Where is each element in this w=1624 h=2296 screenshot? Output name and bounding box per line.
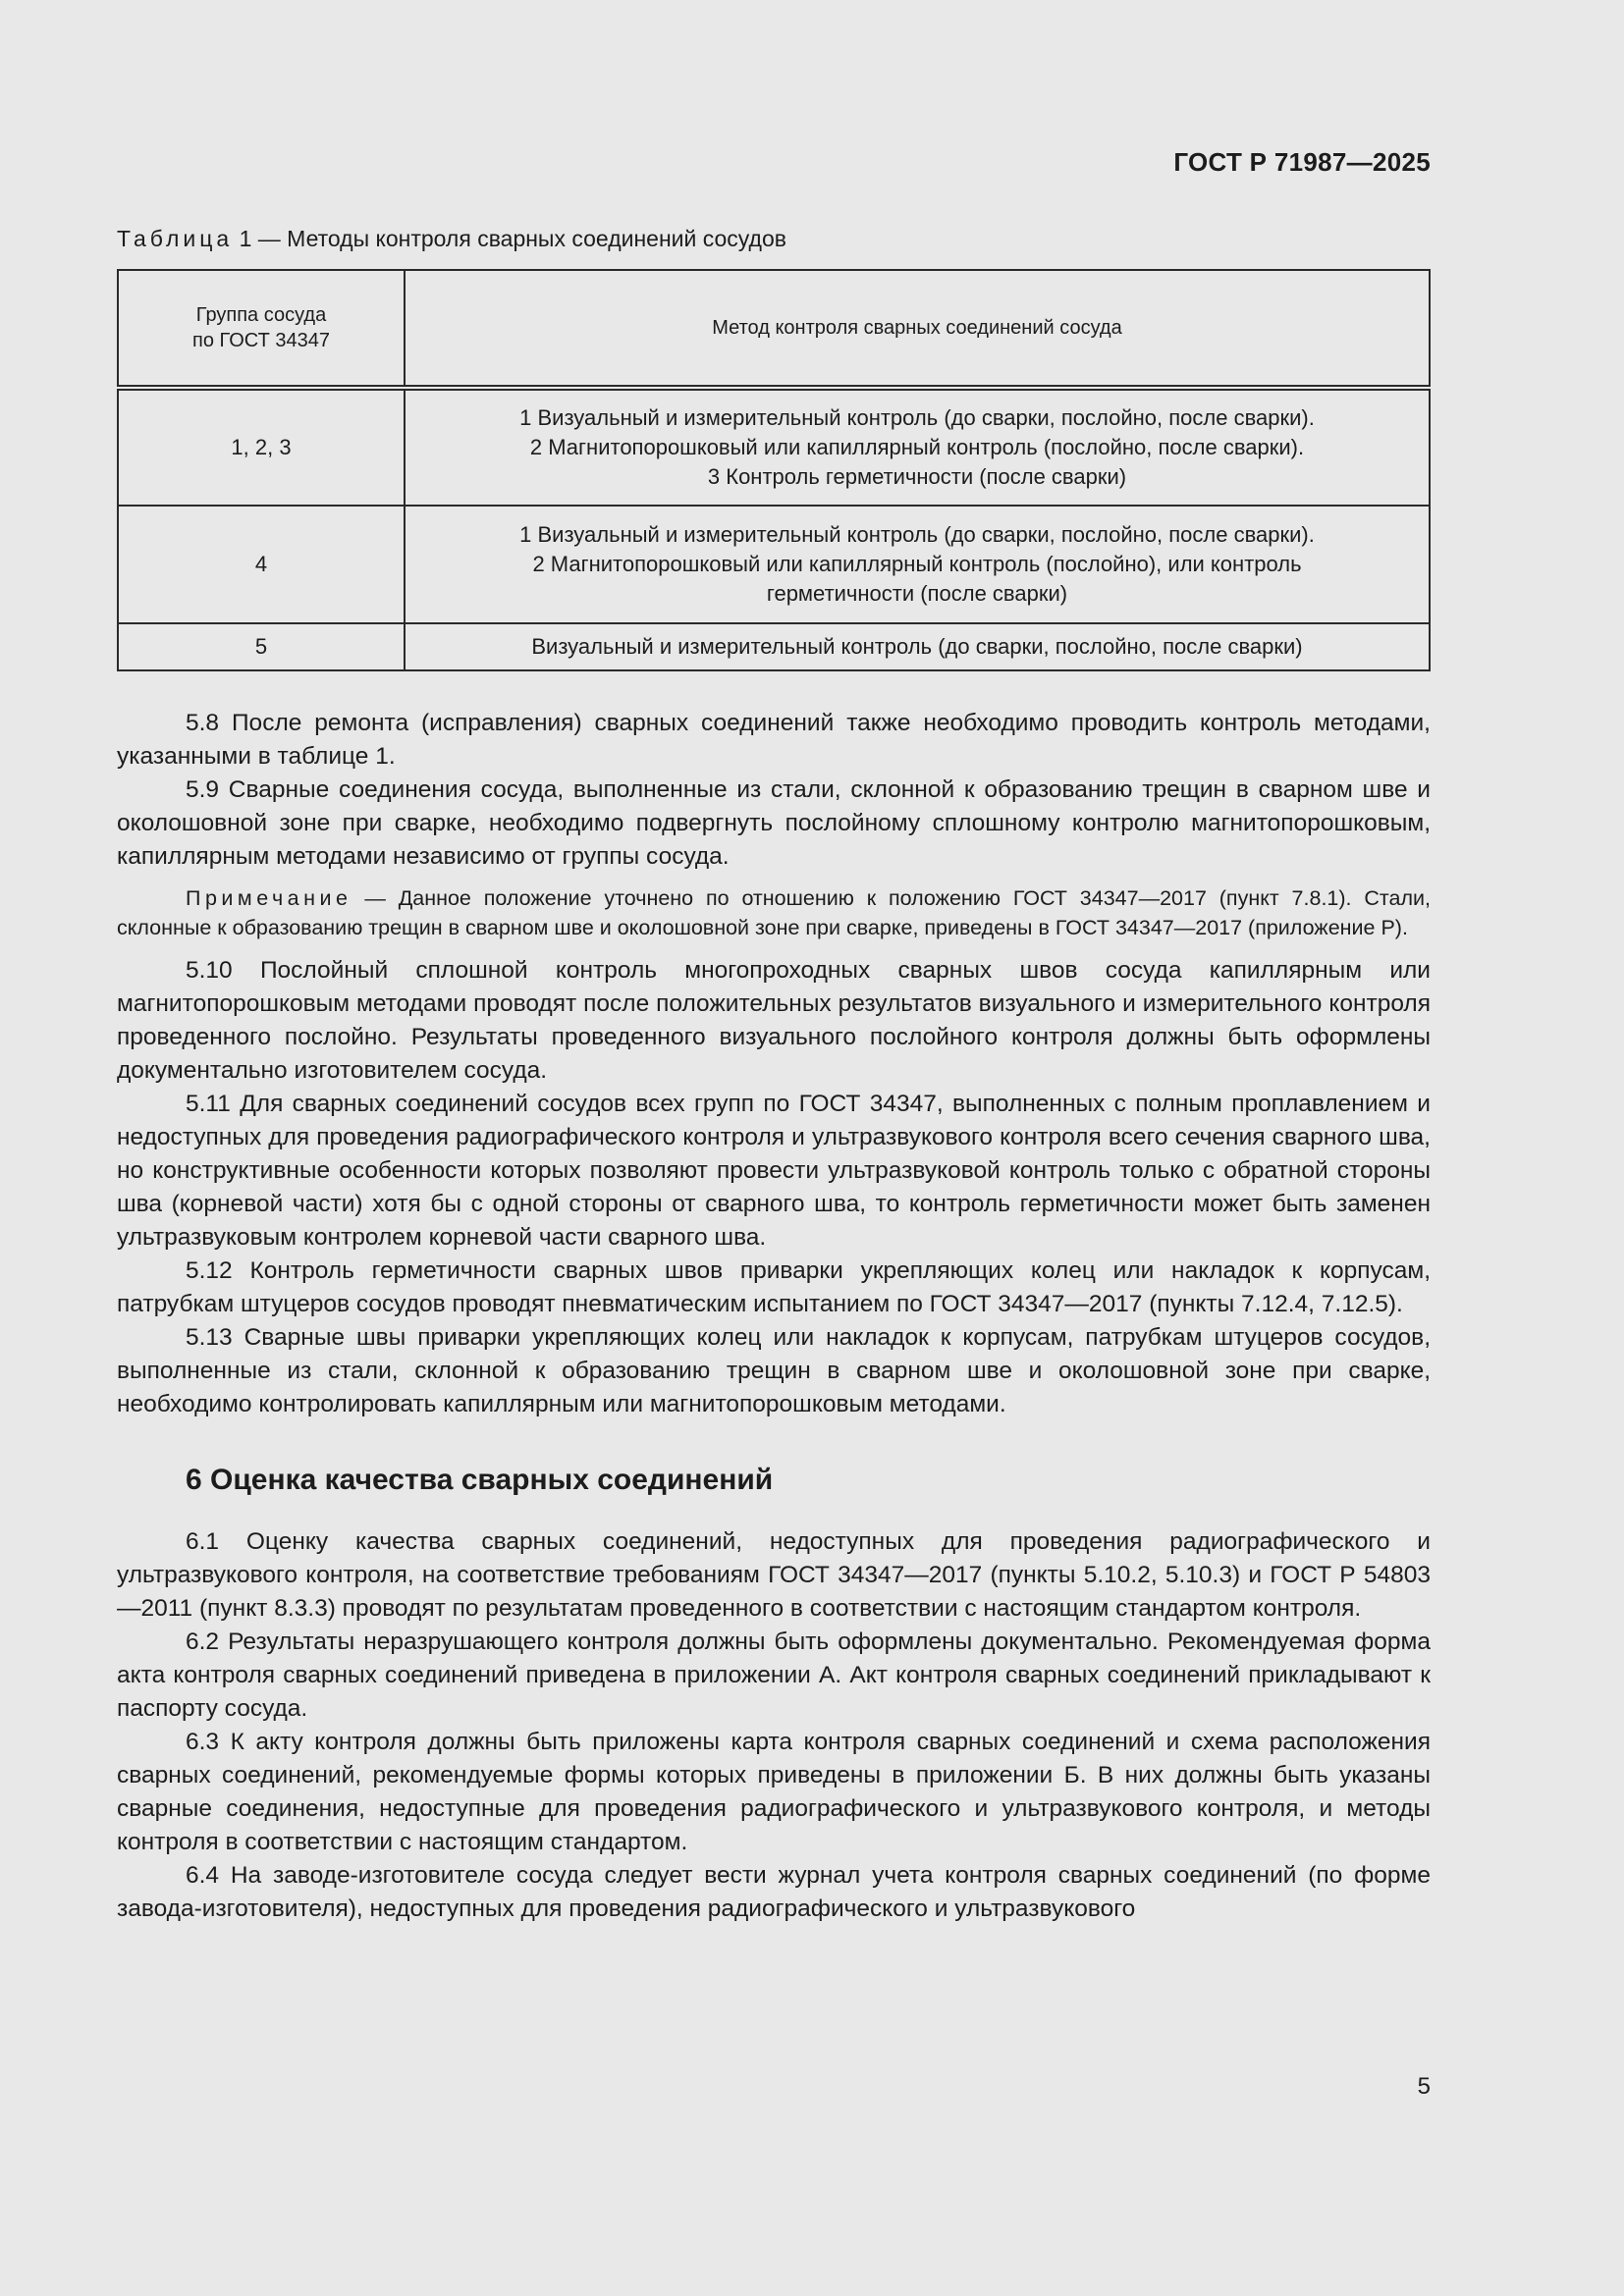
cell-group: 1, 2, 3 bbox=[118, 388, 405, 506]
page-number: 5 bbox=[1417, 2073, 1431, 2100]
note bbox=[117, 883, 1431, 942]
body-text bbox=[117, 707, 1431, 1926]
note-label: Примечание bbox=[186, 886, 352, 910]
table-caption-text: 1 — Методы контроля сварных соединений сосудов bbox=[233, 226, 786, 251]
header-vessel-group: Группа сосуда по ГОСТ 34347 bbox=[118, 270, 405, 388]
table-row bbox=[118, 388, 1430, 506]
table-caption-label: Таблица bbox=[117, 226, 234, 251]
paragraph-6-3: 6.3 К акту контроля должны быть приложены карта контроля сварных соединений и схема расположения сварных соединений, рекомендуемые формы которых приведены в приложении Б. В них должны быть указаны сварные соединения, недоступные для проведения радиографического и ультразвукового контроля, и методы контроля в соответствии с настоящим стандартом. bbox=[117, 1729, 1431, 1855]
header-control-method: Метод контроля сварных соединений сосуда bbox=[405, 270, 1430, 388]
paragraph-6-1: 6.1 Оценку качества сварных соединений, недоступных для проведения радиографического и ультразвукового контроля, на соответствие требованиям ГОСТ 34347—2017 (пункты 5.10.2, 5.10.3) и ГОСТ Р 54803—2011 (пункт 8.3.3) проводят по результатам проведенного в соответствии с настоящим стандартом контроля. bbox=[117, 1528, 1431, 1622]
paragraph-5-9: 5.9 Сварные соединения сосуда, выполненные из стали, склонной к образованию трещин в сварном шве и околошовной зоне при сварке, необходимо подвергнуть послойному сплошному контролю магнитопорошковым, капиллярным методами независимо от группы сосуда. bbox=[117, 776, 1431, 870]
section-6-title: 6 Оценка качества сварных соединений bbox=[186, 1464, 774, 1496]
cell-method: Визуальный и измерительный контроль (до сварки, послойно, после сварки) bbox=[405, 623, 1430, 670]
methods-table bbox=[117, 269, 1431, 671]
cell-method: 1 Визуальный и измерительный контроль (до сварки, послойно, после сварки). 2 Магнитопорошковый или капиллярный контроль (послойно, после сварки). 3 Контроль герметичности (после сварки) bbox=[405, 388, 1430, 506]
table-header-row bbox=[118, 270, 1430, 388]
paragraph-5-11: 5.11 Для сварных соединений сосудов всех групп по ГОСТ 34347, выполненных с полным проплавлением и недоступных для проведения радиографического контроля и ультразвукового контроля всего сечения сварного шва, но конструктивные особенности которых позволяют провести ультразвуковой контроль только с обратной стороны шва (корневой части) хотя бы с одной стороны от сварного шва, то контроль герметичности может быть заменен ультразвуковым контролем корневой части сварного шва. bbox=[117, 1091, 1431, 1251]
document-id: ГОСТ Р 71987—2025 bbox=[1173, 147, 1431, 177]
paragraph-5-10: 5.10 Послойный сплошной контроль многопроходных сварных швов сосуда капиллярным или магнитопорошковым методами проводят после положительных результатов визуального и измерительного контроля проведенного послойно. Результаты проведенного визуального послойного контроля должны быть оформлены документально изготовителем сосуда. bbox=[117, 957, 1431, 1084]
paragraph-6-2: 6.2 Результаты неразрушающего контроля должны быть оформлены документально. Рекомендуемая форма акта контроля сварных соединений приведена в приложении А. Акт контроля сварных соединений прикладывают к паспорту сосуда. bbox=[117, 1629, 1431, 1722]
table-row bbox=[118, 623, 1430, 670]
paragraph-5-8: 5.8 После ремонта (исправления) сварных соединений также необходимо проводить контроль методами, указанными в таблице 1. bbox=[117, 710, 1431, 770]
paragraph-6-4: 6.4 На заводе-изготовителе сосуда следует вести журнал учета контроля сварных соединений (по форме завода-изготовителя), недоступных для проведения радиографического и ультразвукового bbox=[117, 1862, 1431, 1922]
table-caption bbox=[117, 226, 786, 252]
table-row bbox=[118, 506, 1430, 623]
paragraph-5-12: 5.12 Контроль герметичности сварных швов приварки укрепляющих колец или накладок к корпусам, патрубкам штуцеров сосудов проводят пневматическим испытанием по ГОСТ 34347—2017 (пункты 7.12.4, 7.12.5). bbox=[117, 1257, 1431, 1317]
cell-group: 5 bbox=[118, 623, 405, 670]
cell-method: 1 Визуальный и измерительный контроль (до сварки, послойно, после сварки). 2 Магнитопорошковый или капиллярный контроль (послойно), или контроль герметичности (после сварки) bbox=[405, 506, 1430, 623]
note-text: — Данное положение уточнено по отношению к положению ГОСТ 34347—2017 (пункт 7.8.1). Стали, склонные к образованию трещин в сварном шве и околошовной зоне при сварке, приведены в ГОСТ 34347—2017 (приложение Р). bbox=[117, 886, 1431, 939]
cell-group: 4 bbox=[118, 506, 405, 623]
paragraph-5-13: 5.13 Сварные швы приварки укрепляющих колец или накладок к корпусам, патрубкам штуцеров сосудов, выполненные из стали, склонной к образованию трещин в сварном шве и околошовной зоне при сварке, необходимо контролировать капиллярным или магнитопорошковым методами. bbox=[117, 1324, 1431, 1417]
